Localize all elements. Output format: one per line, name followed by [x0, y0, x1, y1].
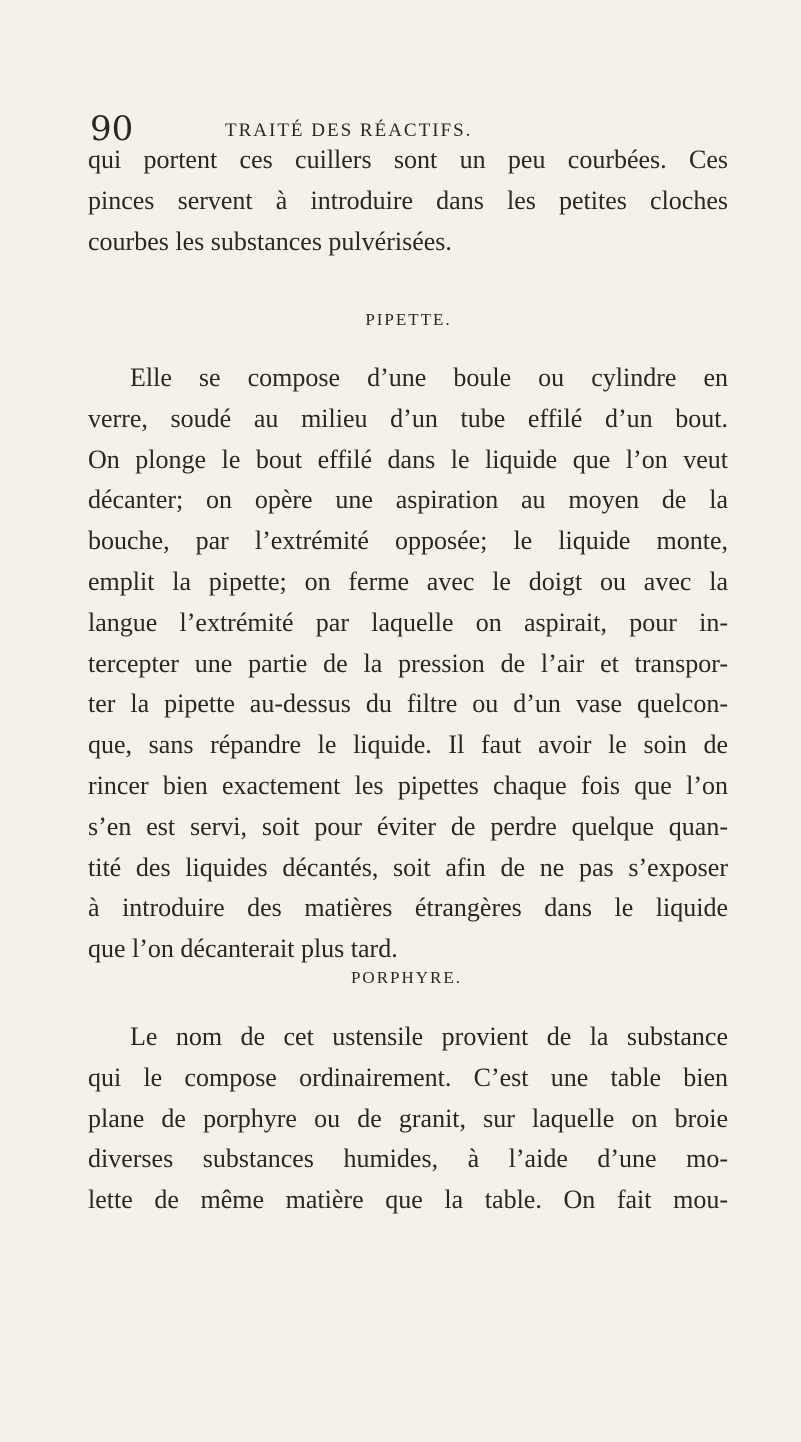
text-line: tité des liquides décantés, soit afin de ne pas s’exposer	[88, 852, 728, 882]
text-line: décanter; on opère une aspiration au moyen de la	[88, 485, 728, 515]
text-line: tercepter une partie de la pression de l’air et transpor-	[88, 648, 728, 678]
text-line: que, sans répandre le liquide. Il faut avoir le soin de	[88, 730, 728, 760]
text-line: ter la pipette au-dessus du filtre ou d’un vase quelcon-	[88, 689, 728, 719]
running-title: TRAITÉ DES RÉACTIFS.	[225, 120, 473, 141]
text-line: Le nom de cet ustensile provient de la substance	[130, 1022, 728, 1051]
text-line: verre, soudé au milieu d’un tube effilé d’un bout.	[88, 403, 728, 433]
section-heading-porphyre: PORPHYRE.	[350, 968, 463, 987]
text-line: qui portent ces cuillers sont un peu courbées. Ces	[88, 145, 728, 174]
paragraph-continuation	[88, 140, 728, 262]
text-line: rincer bien exactement les pipettes chaque fois que l’on	[88, 770, 728, 800]
text-line: lette de même matière que la table. On fait mou-	[88, 1185, 728, 1215]
text-line: à introduire des matières étrangères dans le liquide	[88, 893, 728, 923]
text-line: On plonge le bout effilé dans le liquide que l’on veut	[88, 444, 728, 474]
text-line: s’en est servi, soit pour éviter de perdre quelque quan-	[88, 811, 728, 841]
text-line: diverses substances humides, à l’aide d’une mo-	[88, 1144, 728, 1174]
text-line: qui le compose ordinairement. C’est une table bien	[88, 1062, 728, 1092]
text-line: que l’on décanterait plus tard.	[88, 934, 398, 964]
text-line: plane de porphyre ou de granit, sur laquelle on broie	[88, 1103, 728, 1133]
paragraph-pipette	[88, 358, 728, 970]
page-number: 90	[90, 109, 134, 149]
text-line: courbes les substances pulvérisées.	[88, 226, 452, 256]
text-line: langue l’extrémité par laquelle on aspirait, pour in-	[88, 607, 728, 637]
text-line: pinces servent à introduire dans les petites cloches	[88, 185, 728, 215]
text-line: bouche, par l’extrémité opposée; le liquide monte,	[88, 526, 728, 556]
text-line: Elle se compose d’une boule ou cylindre en	[130, 363, 728, 392]
text-line: emplit la pipette; on ferme avec le doigt ou avec la	[88, 566, 728, 596]
section-heading-pipette: PIPETTE.	[365, 310, 452, 329]
paragraph-porphyre	[88, 1017, 728, 1221]
